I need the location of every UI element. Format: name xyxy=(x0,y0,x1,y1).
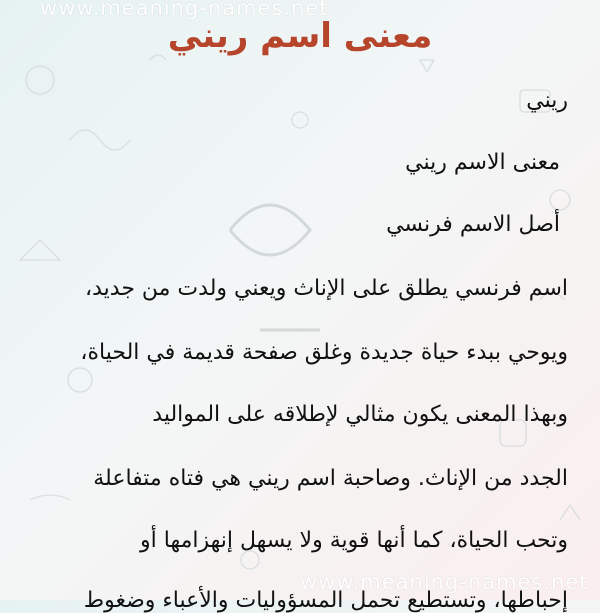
paragraph-line: ويوحي ببدء حياة جديدة وغلق صفحة قديمة في الحياة، xyxy=(80,340,568,365)
paragraph-line: الجدد من الإناث. وصاحبة اسم ريني هي فتاه متفاعلة xyxy=(93,466,568,491)
paragraph-line: وبهذا المعنى يكون مثالي لإطلاقه على المواليد xyxy=(152,402,568,427)
site-watermark-bottom: www.meaning-names.net xyxy=(300,570,589,594)
paragraph-line: وتحب الحياة، كما أنها قوية ولا يسهل إنهزامها أو xyxy=(140,528,568,553)
paragraph-line: إحباطها، وتستطيع تحمل المسؤوليات والأعباء وضغوط xyxy=(83,588,568,613)
name-line: ريني xyxy=(526,88,568,113)
paragraph-line: اسم فرنسي يطلق على الإناث ويعني ولدت من جديد، xyxy=(85,276,568,301)
origin-line: أصل الاسم فرنسي xyxy=(386,212,560,237)
site-watermark-top: www.meaning-names.net xyxy=(40,0,329,20)
meaning-heading: معنى الاسم ريني xyxy=(405,150,560,175)
page-title: معنى اسم ريني xyxy=(167,16,433,56)
